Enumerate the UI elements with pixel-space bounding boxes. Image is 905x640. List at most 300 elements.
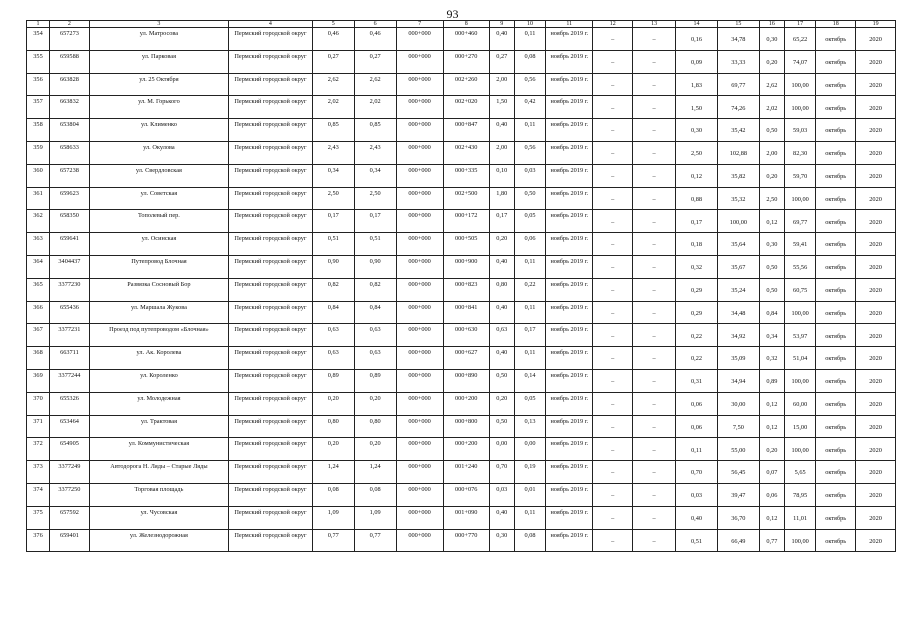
table-cell: октябрь	[816, 461, 856, 484]
table-cell: 0,84	[312, 301, 354, 324]
table-cell: Путепровод Блочная	[89, 255, 228, 278]
table-cell: 35,67	[717, 255, 759, 278]
column-header: 12	[593, 21, 633, 28]
table-cell: 663832	[50, 96, 90, 119]
table-cell: 0,03	[514, 164, 545, 187]
table-cell: 60,00	[784, 392, 815, 415]
table-cell: ноябрь 2019 г.	[546, 96, 593, 119]
table-cell: 000+000	[396, 119, 443, 142]
table-cell: 82,30	[784, 141, 815, 164]
table-cell: 51,04	[784, 347, 815, 370]
table-cell: 0,30	[759, 233, 784, 256]
table-cell: ул. М. Горького	[89, 96, 228, 119]
table-cell: –	[593, 119, 633, 142]
table-cell: –	[593, 392, 633, 415]
table-cell: 0,17	[514, 324, 545, 347]
table-cell: 000+000	[396, 210, 443, 233]
table-cell: 002+020	[443, 96, 489, 119]
table-cell: 56,45	[717, 461, 759, 484]
table-cell: 659623	[50, 187, 90, 210]
table-cell: 000+000	[396, 529, 443, 552]
table-cell: ноябрь 2019 г.	[546, 255, 593, 278]
table-cell: 3377249	[50, 461, 90, 484]
table-cell: Торговая площадь	[89, 483, 228, 506]
table-cell: 000+000	[396, 255, 443, 278]
table-cell: 0,70	[676, 461, 718, 484]
column-header: 14	[676, 21, 718, 28]
table-cell: 367	[27, 324, 50, 347]
table-cell: 0,27	[312, 50, 354, 73]
table-cell: Пермский городской округ	[229, 50, 313, 73]
table-cell: 0,85	[312, 119, 354, 142]
table-cell: –	[633, 278, 676, 301]
table-row	[27, 73, 896, 96]
column-header: 18	[816, 21, 856, 28]
table-cell: Пермский городской округ	[229, 278, 313, 301]
table-cell: ноябрь 2019 г.	[546, 369, 593, 392]
table-cell: 0,40	[489, 506, 514, 529]
table-cell: 000+200	[443, 392, 489, 415]
table-cell: 15,00	[784, 415, 815, 438]
table-cell: 0,13	[514, 415, 545, 438]
table-cell: ноябрь 2019 г.	[546, 50, 593, 73]
table-cell: 0,12	[676, 164, 718, 187]
table-cell: 3404437	[50, 255, 90, 278]
table-cell: 0,10	[489, 164, 514, 187]
table-cell: 35,42	[717, 119, 759, 142]
table-cell: –	[593, 210, 633, 233]
table-cell: 3377244	[50, 369, 90, 392]
table-cell: –	[593, 483, 633, 506]
table-cell: Пермский городской округ	[229, 119, 313, 142]
table-cell: 0,51	[312, 233, 354, 256]
table-cell: –	[633, 369, 676, 392]
table-cell: 30,00	[717, 392, 759, 415]
table-cell: 0,20	[354, 438, 396, 461]
table-cell: 2020	[856, 369, 896, 392]
table-cell: 0,18	[676, 233, 718, 256]
table-cell: ул. Чусовская	[89, 506, 228, 529]
table-cell: 7,50	[717, 415, 759, 438]
table-row	[27, 255, 896, 278]
table-cell: 000+270	[443, 50, 489, 73]
table-row	[27, 119, 896, 142]
table-cell: октябрь	[816, 324, 856, 347]
table-cell: 0,82	[354, 278, 396, 301]
table-cell: ул. Осинская	[89, 233, 228, 256]
table-cell: 000+000	[396, 415, 443, 438]
table-cell: 000+000	[396, 278, 443, 301]
table-cell: –	[633, 438, 676, 461]
table-cell: 53,97	[784, 324, 815, 347]
table-cell: 36,70	[717, 506, 759, 529]
roads-table	[26, 20, 896, 552]
table-cell: –	[633, 392, 676, 415]
table-cell: 0,20	[312, 392, 354, 415]
table-cell: –	[593, 28, 633, 51]
table-cell: 366	[27, 301, 50, 324]
table-cell: 368	[27, 347, 50, 370]
table-cell: октябрь	[816, 187, 856, 210]
table-cell: 0,00	[514, 438, 545, 461]
table-cell: 0,56	[514, 141, 545, 164]
table-cell: октябрь	[816, 438, 856, 461]
table-cell: ноябрь 2019 г.	[546, 233, 593, 256]
table-cell: 100,00	[784, 187, 815, 210]
table-cell: Пермский городской округ	[229, 347, 313, 370]
table-cell: 35,64	[717, 233, 759, 256]
table-cell: 0,32	[676, 255, 718, 278]
table-cell: 2,50	[759, 187, 784, 210]
table-cell: 000+900	[443, 255, 489, 278]
table-cell: 2,50	[312, 187, 354, 210]
table-cell: 0,50	[514, 187, 545, 210]
table-cell: 0,31	[676, 369, 718, 392]
table-cell: 0,40	[489, 347, 514, 370]
table-cell: 35,24	[717, 278, 759, 301]
table-cell: –	[593, 96, 633, 119]
table-cell: –	[593, 324, 633, 347]
table-cell: 000+000	[396, 301, 443, 324]
table-cell: 69,77	[784, 210, 815, 233]
table-cell: 0,17	[354, 210, 396, 233]
table-cell: 0,06	[514, 233, 545, 256]
table-cell: 69,77	[717, 73, 759, 96]
table-cell: 000+630	[443, 324, 489, 347]
table-cell: 3377230	[50, 278, 90, 301]
table-cell: –	[633, 28, 676, 51]
column-header: 7	[396, 21, 443, 28]
table-body	[27, 21, 896, 552]
table-cell: 0,80	[354, 415, 396, 438]
table-cell: 000+000	[396, 438, 443, 461]
table-cell: 0,63	[312, 347, 354, 370]
table-cell: 365	[27, 278, 50, 301]
column-header: 19	[856, 21, 896, 28]
table-row	[27, 392, 896, 415]
table-row	[27, 50, 896, 73]
table-cell: Пермский городской округ	[229, 187, 313, 210]
table-cell: октябрь	[816, 506, 856, 529]
table-cell: 0,11	[514, 301, 545, 324]
page-number: 93	[446, 7, 459, 21]
table-cell: 35,82	[717, 164, 759, 187]
table-cell: –	[593, 187, 633, 210]
table-cell: –	[633, 73, 676, 96]
table-cell: 2020	[856, 324, 896, 347]
table-cell: ноябрь 2019 г.	[546, 278, 593, 301]
table-cell: 0,90	[312, 255, 354, 278]
table-cell: 100,00	[784, 96, 815, 119]
table-row	[27, 187, 896, 210]
table-cell: ноябрь 2019 г.	[546, 301, 593, 324]
table-cell: 2020	[856, 233, 896, 256]
table-cell: 102,88	[717, 141, 759, 164]
table-cell: 2020	[856, 392, 896, 415]
table-cell: 2,00	[759, 141, 784, 164]
table-cell: 2020	[856, 50, 896, 73]
table-cell: 2,02	[312, 96, 354, 119]
table-cell: ноябрь 2019 г.	[546, 392, 593, 415]
table-cell: 0,20	[759, 438, 784, 461]
table-cell: ноябрь 2019 г.	[546, 164, 593, 187]
table-cell: –	[593, 506, 633, 529]
table-cell: 373	[27, 461, 50, 484]
table-cell: 2020	[856, 164, 896, 187]
table-cell: Пермский городской округ	[229, 461, 313, 484]
table-cell: 0,11	[514, 506, 545, 529]
table-cell: ноябрь 2019 г.	[546, 347, 593, 370]
table-cell: ул. Железнодорожная	[89, 529, 228, 552]
table-cell: –	[633, 96, 676, 119]
table-cell: 100,00	[784, 73, 815, 96]
table-cell: 0,17	[676, 210, 718, 233]
table-cell: 000+800	[443, 415, 489, 438]
table-cell: 2020	[856, 438, 896, 461]
table-cell: ул. Клименко	[89, 119, 228, 142]
table-cell: октябрь	[816, 415, 856, 438]
table-cell: –	[633, 483, 676, 506]
table-cell: –	[593, 529, 633, 552]
table-cell: 0,20	[354, 392, 396, 415]
header-row	[27, 21, 896, 28]
table-cell: –	[593, 233, 633, 256]
table-cell: 659588	[50, 50, 90, 73]
table-cell: 372	[27, 438, 50, 461]
table-cell: 0,11	[676, 438, 718, 461]
table-cell: 654905	[50, 438, 90, 461]
table-cell: 0,27	[489, 50, 514, 73]
table-cell: 000+000	[396, 392, 443, 415]
table-cell: –	[593, 301, 633, 324]
table-cell: 0,90	[354, 255, 396, 278]
table-cell: 000+200	[443, 438, 489, 461]
table-cell: 2020	[856, 461, 896, 484]
table-cell: 359	[27, 141, 50, 164]
table-cell: 0,34	[759, 324, 784, 347]
table-cell: 0,32	[759, 347, 784, 370]
table-cell: 59,03	[784, 119, 815, 142]
table-cell: 657238	[50, 164, 90, 187]
table-cell: 356	[27, 73, 50, 96]
table-cell: 000+000	[396, 187, 443, 210]
table-cell: 655326	[50, 392, 90, 415]
table-cell: 2,50	[354, 187, 396, 210]
table-cell: –	[593, 50, 633, 73]
table-cell: октябрь	[816, 278, 856, 301]
table-cell: 5,65	[784, 461, 815, 484]
table-cell: 34,92	[717, 324, 759, 347]
table-cell: 000+000	[396, 506, 443, 529]
table-cell: 0,12	[759, 506, 784, 529]
table-row	[27, 164, 896, 187]
table-cell: –	[593, 255, 633, 278]
table-cell: 0,46	[354, 28, 396, 51]
table-cell: ноябрь 2019 г.	[546, 506, 593, 529]
table-cell: ул. Короленко	[89, 369, 228, 392]
table-cell: 3377250	[50, 483, 90, 506]
table-row	[27, 415, 896, 438]
table-cell: –	[593, 347, 633, 370]
table-cell: 2020	[856, 141, 896, 164]
table-cell: 11,01	[784, 506, 815, 529]
table-cell: ул. Свердловская	[89, 164, 228, 187]
table-cell: 55,56	[784, 255, 815, 278]
table-cell: 0,20	[489, 233, 514, 256]
table-cell: 354	[27, 28, 50, 51]
table-cell: 375	[27, 506, 50, 529]
table-cell: 0,27	[354, 50, 396, 73]
table-cell: 2020	[856, 187, 896, 210]
table-cell: 658350	[50, 210, 90, 233]
table-cell: 0,50	[759, 255, 784, 278]
table-cell: 000+000	[396, 73, 443, 96]
table-cell: 0,00	[489, 438, 514, 461]
table-cell: 0,40	[489, 301, 514, 324]
table-cell: 0,40	[489, 28, 514, 51]
table-row	[27, 369, 896, 392]
column-header: 10	[514, 21, 545, 28]
table-cell: 000+000	[396, 347, 443, 370]
table-cell: 0,77	[354, 529, 396, 552]
table-cell: 0,08	[514, 50, 545, 73]
table-row	[27, 301, 896, 324]
table-cell: Пермский городской округ	[229, 164, 313, 187]
table-cell: –	[593, 461, 633, 484]
table-cell: 659401	[50, 529, 90, 552]
table-cell: ноябрь 2019 г.	[546, 187, 593, 210]
table-cell: 0,63	[489, 324, 514, 347]
table-cell: ноябрь 2019 г.	[546, 73, 593, 96]
table-cell: 1,24	[354, 461, 396, 484]
table-cell: октябрь	[816, 73, 856, 96]
table-cell: –	[593, 438, 633, 461]
table-cell: 0,34	[354, 164, 396, 187]
table-cell: 0,50	[759, 119, 784, 142]
table-cell: 2,43	[312, 141, 354, 164]
table-cell: –	[593, 141, 633, 164]
table-cell: Пермский городской округ	[229, 415, 313, 438]
table-cell: 369	[27, 369, 50, 392]
table-cell: октябрь	[816, 141, 856, 164]
table-cell: 0,89	[759, 369, 784, 392]
table-cell: –	[633, 506, 676, 529]
table-cell: октябрь	[816, 255, 856, 278]
table-cell: 66,49	[717, 529, 759, 552]
table-cell: 3377231	[50, 324, 90, 347]
table-cell: 000+000	[396, 164, 443, 187]
table-cell: 0,85	[354, 119, 396, 142]
table-cell: 100,00	[717, 210, 759, 233]
table-cell: ноябрь 2019 г.	[546, 119, 593, 142]
table-cell: 0,77	[759, 529, 784, 552]
table-cell: Пермский городской округ	[229, 529, 313, 552]
table-cell: Пермский городской округ	[229, 324, 313, 347]
table-row	[27, 96, 896, 119]
table-cell: октябрь	[816, 210, 856, 233]
column-header: 5	[312, 21, 354, 28]
table-cell: 0,08	[354, 483, 396, 506]
table-cell: ул. Матросова	[89, 28, 228, 51]
table-cell: 0,51	[354, 233, 396, 256]
table-cell: –	[633, 50, 676, 73]
table-cell: ноябрь 2019 г.	[546, 438, 593, 461]
table-cell: 0,29	[676, 301, 718, 324]
table-cell: 000+000	[396, 28, 443, 51]
table-cell: Пермский городской округ	[229, 96, 313, 119]
table-cell: октябрь	[816, 28, 856, 51]
table-cell: 0,30	[759, 28, 784, 51]
table-cell: ноябрь 2019 г.	[546, 483, 593, 506]
table-cell: 2020	[856, 96, 896, 119]
table-cell: 2020	[856, 529, 896, 552]
table-cell: 74,07	[784, 50, 815, 73]
table-cell: 0,20	[312, 438, 354, 461]
column-header: 1	[27, 21, 50, 28]
table-cell: ноябрь 2019 г.	[546, 461, 593, 484]
table-cell: 000+172	[443, 210, 489, 233]
table-cell: 0,46	[312, 28, 354, 51]
table-cell: 2,02	[354, 96, 396, 119]
column-header: 11	[546, 21, 593, 28]
table-cell: Пермский городской округ	[229, 210, 313, 233]
table-cell: 000+460	[443, 28, 489, 51]
table-row	[27, 461, 896, 484]
table-cell: –	[593, 369, 633, 392]
table-cell: –	[633, 187, 676, 210]
table-cell: 000+627	[443, 347, 489, 370]
table-cell: –	[633, 119, 676, 142]
table-cell: 0,07	[759, 461, 784, 484]
table-cell: 0,17	[489, 210, 514, 233]
table-cell: –	[633, 529, 676, 552]
table-cell: 74,26	[717, 96, 759, 119]
table-cell: 000+841	[443, 301, 489, 324]
table-cell: 1,83	[676, 73, 718, 96]
table-cell: 357	[27, 96, 50, 119]
table-row	[27, 210, 896, 233]
table-cell: 60,75	[784, 278, 815, 301]
table-cell: 376	[27, 529, 50, 552]
column-header: 3	[89, 21, 228, 28]
table-cell: 000+000	[396, 96, 443, 119]
table-row	[27, 438, 896, 461]
table-cell: 0,06	[676, 415, 718, 438]
table-cell: –	[633, 347, 676, 370]
table-cell: 0,03	[676, 483, 718, 506]
table-cell: октябрь	[816, 233, 856, 256]
table-cell: октябрь	[816, 347, 856, 370]
table-cell: 2,43	[354, 141, 396, 164]
table-cell: 35,09	[717, 347, 759, 370]
table-row	[27, 141, 896, 164]
table-cell: 2020	[856, 28, 896, 51]
table-cell: 360	[27, 164, 50, 187]
table-cell: 0,06	[759, 483, 784, 506]
table-cell: ул. Молодежная	[89, 392, 228, 415]
table-cell: 0,63	[312, 324, 354, 347]
table-cell: 0,80	[312, 415, 354, 438]
table-cell: 0,22	[514, 278, 545, 301]
table-cell: 2020	[856, 210, 896, 233]
table-cell: 100,00	[784, 369, 815, 392]
table-cell: –	[593, 278, 633, 301]
table-cell: 0,40	[489, 119, 514, 142]
table-cell: октябрь	[816, 50, 856, 73]
table-cell: 0,12	[759, 392, 784, 415]
table-cell: 2020	[856, 506, 896, 529]
table-cell: 0,89	[354, 369, 396, 392]
